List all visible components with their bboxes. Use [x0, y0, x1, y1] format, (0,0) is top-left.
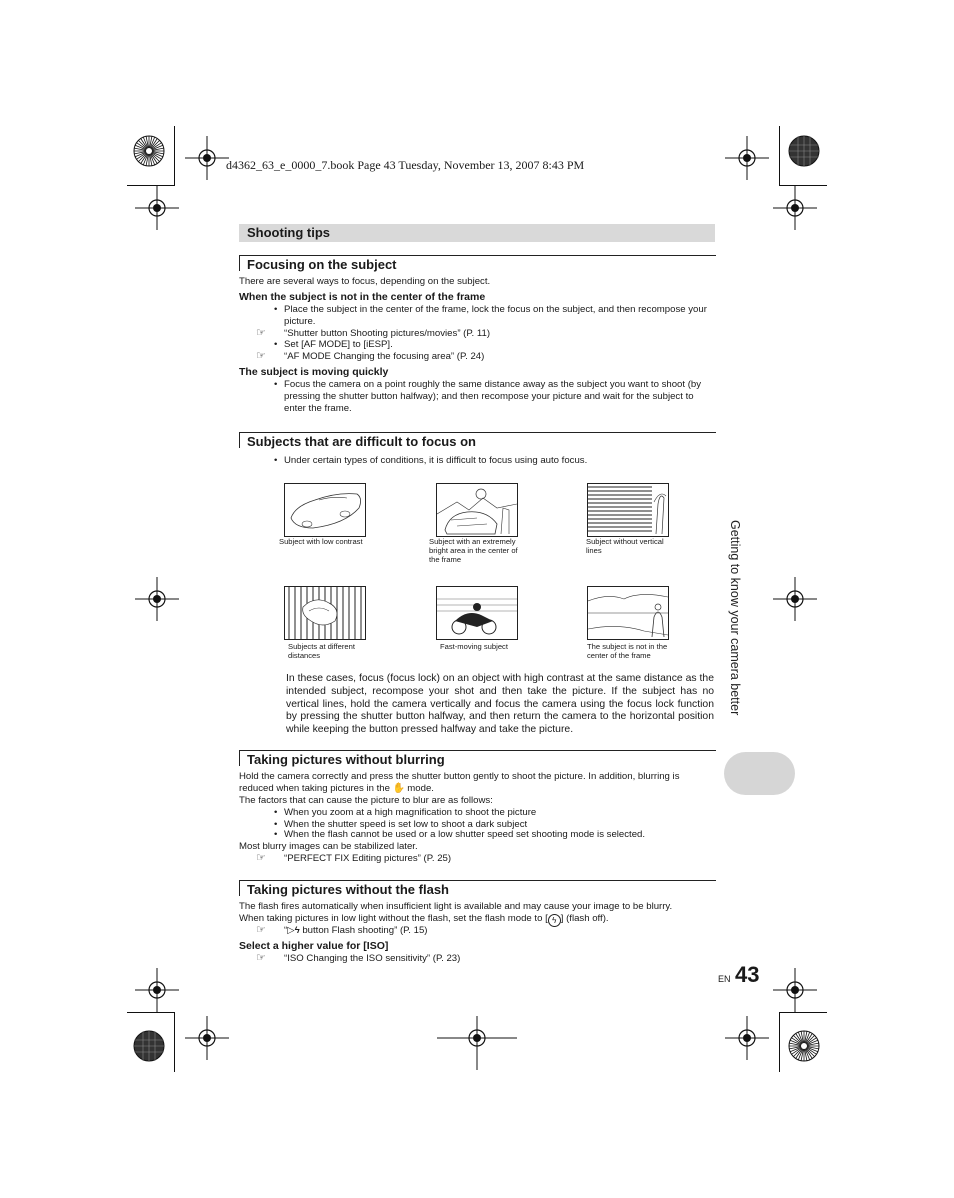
caption-bright-area: Subject with an extremely bright area in the center of the frame [429, 537, 518, 564]
illustration-low-contrast [284, 483, 366, 537]
blurring-line3: The factors that can cause the picture to blur are as follows: [239, 795, 493, 806]
focusing-sub1-title: When the subject is not in the center of the frame [239, 291, 486, 303]
flash-ref2: “ISO Changing the ISO sensitivity” (P. 23) [284, 953, 461, 964]
caption-off-center: The subject is not in the center of the frame [587, 642, 668, 660]
pointing-hand-icon: ☞ [256, 924, 266, 936]
focusing-sub1-bullet2: • Set [AF MODE] to [iESP]. [284, 339, 393, 351]
illustration-fast-moving [436, 586, 518, 640]
lightning-icon: ϟ [294, 925, 300, 936]
blurring-line4: Most blurry images can be stabilized later. [239, 841, 418, 852]
play-triangle-icon: ▷ [287, 925, 295, 936]
print-header: d4362_63_e_0000_7.book Page 43 Tuesday, November 13, 2007 8:43 PM [226, 158, 585, 172]
difficult-heading-box [239, 432, 716, 448]
blurring-bullet-2: • When the shutter speed is set low to shoot a dark subject [284, 819, 527, 831]
hand-shake-icon: ✋ [392, 783, 406, 794]
pointing-hand-icon: ☞ [256, 350, 266, 362]
pointing-hand-icon: ☞ [256, 852, 266, 864]
flash-ref1-text: button Flash shooting” (P. 15) [302, 925, 428, 936]
blurring-bullet-3: • When the flash cannot be used or a low shutter speed set shooting mode is selected. [284, 829, 645, 841]
flash-line1: The flash fires automatically when insufficient light is available and may cause your image to be blurry. [239, 901, 673, 912]
blurring-heading-box [239, 750, 716, 766]
side-tab [724, 752, 795, 795]
focusing-sub1-ref2: “AF MODE Changing the focusing area” (P. 24) [284, 351, 485, 362]
side-label-box [728, 520, 750, 750]
difficult-heading: Subjects that are difficult to focus on [247, 434, 476, 449]
difficult-paragraph: In these cases, focus (focus lock) on an object with high contrast at the same distance as the intended subject, recompose your shot and then take the picture. If the subject has no vertical lines, hold the camera vertically and focus the camera using the focus lock function by pressing the shutter button halfway, and then return the camera to the horizontal position while keeping the button pressed halfway and take the picture. [286, 673, 714, 736]
flash-heading-box [239, 880, 716, 896]
blurring-line2b: mode. [407, 783, 434, 794]
page-num: 43 [734, 962, 760, 987]
flash-line2b: ] (flash off). [560, 913, 609, 924]
focusing-heading-box [239, 255, 716, 271]
illustration-no-vertical-lines [587, 483, 669, 537]
illustration-different-distances [284, 586, 366, 640]
blurring-line2a: reduced when taking pictures in the [239, 783, 390, 794]
blurring-heading: Taking pictures without blurring [247, 752, 445, 767]
caption-fast-moving: Fast-moving subject [440, 642, 508, 651]
caption-low-contrast: Subject with low contrast [279, 537, 363, 546]
blurring-ref: “PERFECT FIX Editing pictures” (P. 25) [284, 853, 452, 864]
flash-sub-title: Select a higher value for [ISO] [239, 940, 389, 952]
caption-no-vertical-lines: Subject without vertical lines [586, 537, 664, 555]
section-title-bar [239, 224, 715, 242]
side-label: Getting to know your camera better [728, 520, 742, 716]
focusing-intro: There are several ways to focus, depending on the subject. [239, 276, 491, 287]
focusing-heading: Focusing on the subject [247, 257, 397, 272]
focusing-sub2-bullet: • Focus the camera on a point roughly the same distance away as the subject you want to shoot (by pressing the shutter button halfway); and then recompose your picture and wait for the subject to enter the frame. [284, 379, 714, 415]
pointing-hand-icon: ☞ [256, 327, 266, 339]
illustration-bright-area [436, 483, 518, 537]
page-lang: EN [718, 974, 731, 984]
illustration-off-center [587, 586, 669, 640]
flash-heading: Taking pictures without the flash [247, 882, 449, 897]
focusing-sub1-bullet1: • Place the subject in the center of the frame, lock the focus on the subject, and then recompose your picture. [284, 304, 714, 328]
focusing-sub2-title: The subject is moving quickly [239, 366, 389, 378]
blurring-line1: Hold the camera correctly and press the shutter button gently to shoot the picture. In addition, blurring is [239, 771, 680, 782]
blurring-line2 [239, 783, 434, 795]
difficult-bullet: • Under certain types of conditions, it is difficult to focus using auto focus. [284, 455, 587, 467]
flash-off-icon: ϟ [548, 914, 561, 927]
pointing-hand-icon: ☞ [256, 952, 266, 964]
blurring-bullet-1: • When you zoom at a high magnification to shoot the picture [284, 807, 536, 819]
focusing-sub1-ref1: “Shutter button Shooting pictures/movies” (P. 11) [284, 328, 491, 339]
section-title: Shooting tips [247, 225, 331, 240]
page-number [718, 962, 759, 988]
flash-ref1: “▷ϟ button Flash shooting” (P. 15) [284, 925, 428, 936]
flash-line2a: When taking pictures in low light without the flash, set the flash mode to [ [239, 913, 548, 924]
caption-different-distances: Subjects at different distances [288, 642, 355, 660]
